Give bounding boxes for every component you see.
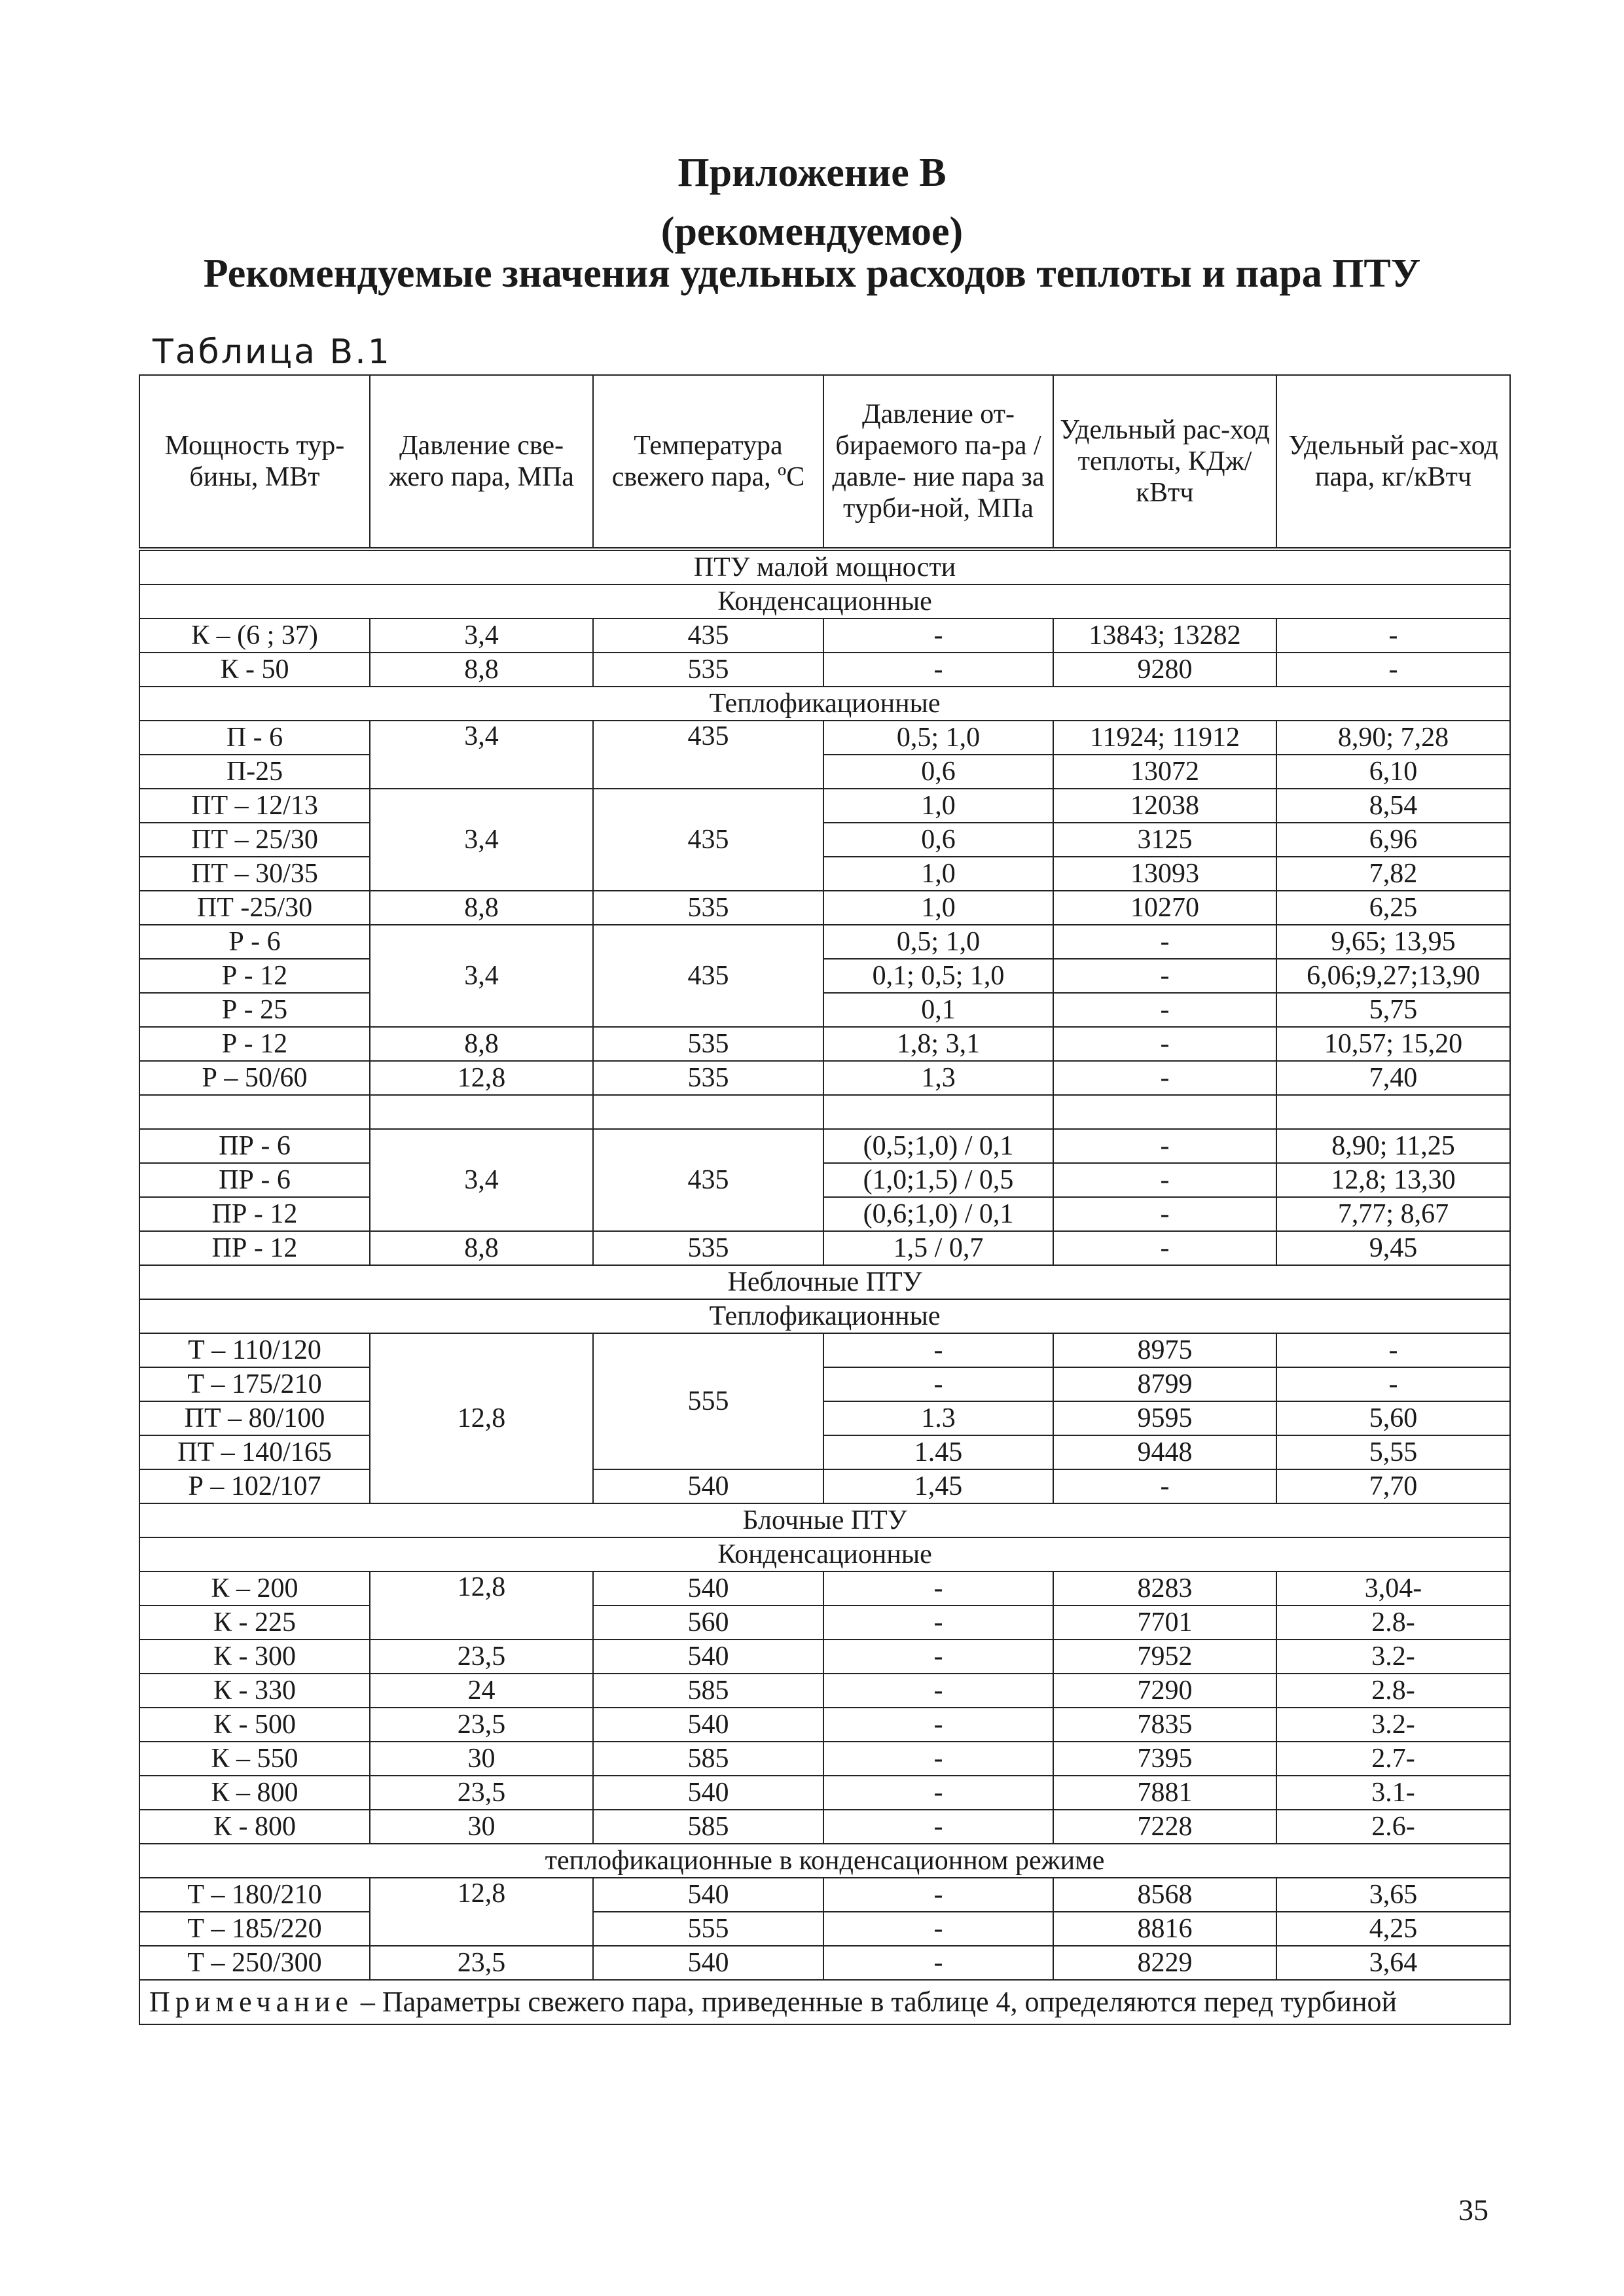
table-cell: 10270 bbox=[1053, 891, 1276, 925]
table-row bbox=[139, 1640, 1510, 1674]
table-cell: - bbox=[1276, 619, 1510, 653]
table-cell: 12,8; 13,30 bbox=[1276, 1163, 1510, 1197]
table-cell: - bbox=[1053, 993, 1276, 1027]
table-header-row bbox=[139, 375, 1510, 549]
table-cell: 0,1 bbox=[823, 993, 1053, 1027]
table-cell: ПТ – 25/30 bbox=[139, 823, 370, 857]
header-cell: Давление от-бираемого па-ра / давле- ние пара за турби-ной, МПа bbox=[823, 375, 1053, 549]
appendix-title: Приложение В bbox=[677, 151, 947, 195]
header-cell: Температура свежего пара, ºС bbox=[593, 375, 823, 549]
table-row bbox=[139, 1435, 1510, 1469]
section-title: Теплофикационные bbox=[139, 687, 1510, 721]
table-cell: 540 bbox=[593, 1776, 823, 1810]
table-cell: Р - 25 bbox=[139, 993, 370, 1027]
table-cell: 435 bbox=[593, 789, 823, 891]
section-title: Блочные ПТУ bbox=[139, 1503, 1510, 1537]
table-cell: 5,60 bbox=[1276, 1401, 1510, 1435]
table-cell: 1,0 bbox=[823, 857, 1053, 891]
note-text: – Параметры свежего пара, приведенные в таблице 4, определяются перед турбиной bbox=[353, 1986, 1398, 2018]
table-row bbox=[139, 1061, 1510, 1095]
table-note bbox=[139, 1980, 1510, 2024]
table-cell: 6,10 bbox=[1276, 755, 1510, 789]
table-cell: 2.6- bbox=[1276, 1810, 1510, 1844]
section-row bbox=[139, 1503, 1510, 1537]
table-cell: 3,65 bbox=[1276, 1878, 1510, 1912]
table-cell: ПТ – 80/100 bbox=[139, 1401, 370, 1435]
table-cell: Т – 110/120 bbox=[139, 1333, 370, 1367]
table-cell: 7,82 bbox=[1276, 857, 1510, 891]
table-cell: К – (6 ; 37) bbox=[139, 619, 370, 653]
table-cell: - bbox=[823, 1333, 1053, 1367]
page-number: 35 bbox=[1458, 2193, 1489, 2227]
table-row bbox=[139, 1401, 1510, 1435]
table-cell: - bbox=[823, 1912, 1053, 1946]
table-cell: 9448 bbox=[1053, 1435, 1276, 1469]
section-row bbox=[139, 687, 1510, 721]
table-cell: - bbox=[823, 1640, 1053, 1674]
table-row bbox=[139, 1674, 1510, 1708]
table-cell: (0,6;1,0) / 0,1 bbox=[823, 1197, 1053, 1231]
table-cell: Р - 6 bbox=[139, 925, 370, 959]
table-row bbox=[139, 857, 1510, 891]
table-cell: 3,4 bbox=[370, 789, 593, 891]
table-row bbox=[139, 1129, 1510, 1163]
table-cell: 8,8 bbox=[370, 1231, 593, 1265]
table-cell: 7,70 bbox=[1276, 1469, 1510, 1503]
table-cell: 9,65; 13,95 bbox=[1276, 925, 1510, 959]
section-row bbox=[139, 1299, 1510, 1333]
table-cell: 9280 bbox=[1053, 653, 1276, 687]
table-cell: 12038 bbox=[1053, 789, 1276, 823]
table-cell: 9595 bbox=[1053, 1401, 1276, 1435]
table-cell: П-25 bbox=[139, 755, 370, 789]
table-cell: 9,45 bbox=[1276, 1231, 1510, 1265]
table-cell: ПР - 6 bbox=[139, 1163, 370, 1197]
table-row bbox=[139, 789, 1510, 823]
table-cell: 13843; 13282 bbox=[1053, 619, 1276, 653]
table-cell: 535 bbox=[593, 891, 823, 925]
table-cell: 7952 bbox=[1053, 1640, 1276, 1674]
table-cell: 8,90; 7,28 bbox=[1276, 721, 1510, 755]
empty-cell bbox=[139, 1095, 370, 1129]
table-cell: 1,5 / 0,7 bbox=[823, 1231, 1053, 1265]
section-row bbox=[139, 1265, 1510, 1299]
table-cell: К - 225 bbox=[139, 1605, 370, 1640]
table-cell: 1,8; 3,1 bbox=[823, 1027, 1053, 1061]
table-cell: 0,1; 0,5; 1,0 bbox=[823, 959, 1053, 993]
table-row bbox=[139, 1605, 1510, 1640]
table-row bbox=[139, 1027, 1510, 1061]
table-cell: 1,0 bbox=[823, 891, 1053, 925]
table-row bbox=[139, 993, 1510, 1027]
table-row bbox=[139, 1333, 1510, 1367]
table-cell: - bbox=[1276, 1333, 1510, 1367]
section-row bbox=[139, 549, 1510, 584]
table-cell: - bbox=[1053, 1163, 1276, 1197]
table-cell: 5,75 bbox=[1276, 993, 1510, 1027]
table-cell: Т – 250/300 bbox=[139, 1946, 370, 1980]
table-cell: 23,5 bbox=[370, 1776, 593, 1810]
table-cell: 3,04- bbox=[1276, 1571, 1510, 1605]
table-cell: 8,8 bbox=[370, 653, 593, 687]
table-cell: 7395 bbox=[1053, 1742, 1276, 1776]
table-row bbox=[139, 619, 1510, 653]
table-cell: - bbox=[1053, 1027, 1276, 1061]
table-cell: 8,8 bbox=[370, 891, 593, 925]
table-cell: - bbox=[1276, 1367, 1510, 1401]
table-cell: 540 bbox=[593, 1469, 823, 1503]
table-cell: 535 bbox=[593, 653, 823, 687]
table-cell: - bbox=[823, 1605, 1053, 1640]
table-row bbox=[139, 1946, 1510, 1980]
table-cell: 7228 bbox=[1053, 1810, 1276, 1844]
table-row bbox=[139, 1231, 1510, 1265]
table-cell: К - 300 bbox=[139, 1640, 370, 1674]
table-cell: К - 50 bbox=[139, 653, 370, 687]
table-cell: К - 330 bbox=[139, 1674, 370, 1708]
table-cell: К - 500 bbox=[139, 1708, 370, 1742]
section-row bbox=[139, 584, 1510, 619]
table-row bbox=[139, 1197, 1510, 1231]
table-cell: 8229 bbox=[1053, 1946, 1276, 1980]
table-cell: 10,57; 15,20 bbox=[1276, 1027, 1510, 1061]
table-cell: 12,8 bbox=[370, 1061, 593, 1095]
table-row bbox=[139, 653, 1510, 687]
table-cell: - bbox=[1053, 1129, 1276, 1163]
table-cell: Т – 175/210 bbox=[139, 1367, 370, 1401]
table-row bbox=[139, 1163, 1510, 1197]
table-cell: 8799 bbox=[1053, 1367, 1276, 1401]
table-cell: 435 bbox=[593, 619, 823, 653]
table-cell: 8,54 bbox=[1276, 789, 1510, 823]
table-row bbox=[139, 721, 1510, 755]
empty-cell bbox=[823, 1095, 1053, 1129]
turbine-data-table bbox=[139, 374, 1511, 2025]
table-cell: ПТ – 30/35 bbox=[139, 857, 370, 891]
section-title: Конденсационные bbox=[139, 584, 1510, 619]
table-cell: 30 bbox=[370, 1742, 593, 1776]
table-cell: 3.1- bbox=[1276, 1776, 1510, 1810]
table-cell: 1,45 bbox=[823, 1469, 1053, 1503]
header-cell: Мощность тур-бины, МВт bbox=[139, 375, 370, 549]
table-cell: 585 bbox=[593, 1674, 823, 1708]
table-cell: - bbox=[823, 619, 1053, 653]
table-cell: 435 bbox=[593, 1129, 823, 1231]
table-cell: 8,90; 11,25 bbox=[1276, 1129, 1510, 1163]
table-cell: 8,8 bbox=[370, 1027, 593, 1061]
header-cell: Удельный рас-ход пара, кг/кВтч bbox=[1276, 375, 1510, 549]
section-title: Неблочные ПТУ bbox=[139, 1265, 1510, 1299]
table-row bbox=[139, 1776, 1510, 1810]
section-title: ПТУ малой мощности bbox=[139, 549, 1510, 584]
table-cell: 3,4 bbox=[370, 1129, 593, 1231]
table-cell: - bbox=[1053, 1469, 1276, 1503]
table-cell: 13093 bbox=[1053, 857, 1276, 891]
table-cell: К – 800 bbox=[139, 1776, 370, 1810]
table-cell: 2.8- bbox=[1276, 1674, 1510, 1708]
table-row bbox=[139, 959, 1510, 993]
table-cell: - bbox=[1276, 653, 1510, 687]
table-cell: 4,25 bbox=[1276, 1912, 1510, 1946]
table-cell: 0,5; 1,0 bbox=[823, 721, 1053, 755]
section-row bbox=[139, 1844, 1510, 1878]
table-cell: 8283 bbox=[1053, 1571, 1276, 1605]
table-cell: 2.8- bbox=[1276, 1605, 1510, 1640]
table-cell: 555 bbox=[593, 1912, 823, 1946]
table-cell: 23,5 bbox=[370, 1708, 593, 1742]
table-cell: - bbox=[823, 653, 1053, 687]
table-cell: 8568 bbox=[1053, 1878, 1276, 1912]
table-row bbox=[139, 1367, 1510, 1401]
table-cell: - bbox=[823, 1367, 1053, 1401]
table-row bbox=[139, 1571, 1510, 1605]
table-row bbox=[139, 755, 1510, 789]
table-cell: 6,96 bbox=[1276, 823, 1510, 857]
empty-row bbox=[139, 1095, 1510, 1129]
table-cell: 0,5; 1,0 bbox=[823, 925, 1053, 959]
table-cell: 7701 bbox=[1053, 1605, 1276, 1640]
section-title: Теплофикационные bbox=[139, 1299, 1510, 1333]
table-cell: - bbox=[1053, 925, 1276, 959]
table-cell: 585 bbox=[593, 1810, 823, 1844]
table-cell: 23,5 bbox=[370, 1640, 593, 1674]
table-cell: 3,64 bbox=[1276, 1946, 1510, 1980]
table-cell: - bbox=[823, 1810, 1053, 1844]
table-cell: (1,0;1,5) / 0,5 bbox=[823, 1163, 1053, 1197]
table-cell: 3,4 bbox=[370, 925, 593, 1027]
table-cell: Р – 50/60 bbox=[139, 1061, 370, 1095]
table-cell: 535 bbox=[593, 1231, 823, 1265]
table-cell: 540 bbox=[593, 1708, 823, 1742]
table-cell: 3.2- bbox=[1276, 1640, 1510, 1674]
table-cell: - bbox=[823, 1946, 1053, 1980]
table-cell: 30 bbox=[370, 1810, 593, 1844]
table-cell: ПТ – 140/165 bbox=[139, 1435, 370, 1469]
table-row bbox=[139, 1878, 1510, 1912]
table-cell: 1.3 bbox=[823, 1401, 1053, 1435]
table-cell: - bbox=[1053, 1061, 1276, 1095]
table-cell: 2.7- bbox=[1276, 1742, 1510, 1776]
table-cell: 540 bbox=[593, 1878, 823, 1912]
table-cell: ПР - 12 bbox=[139, 1197, 370, 1231]
table-cell: П - 6 bbox=[139, 721, 370, 755]
table-cell: 3,4 bbox=[370, 721, 593, 789]
table-cell: 3.2- bbox=[1276, 1708, 1510, 1742]
table-cell: 0,6 bbox=[823, 823, 1053, 857]
note-label: Примечание bbox=[149, 1986, 353, 2018]
empty-cell bbox=[370, 1095, 593, 1129]
appendix-heading: Рекомендуемые значения удельных расходов теплоты и пара ПТУ bbox=[203, 251, 1421, 296]
table-cell: ПТ -25/30 bbox=[139, 891, 370, 925]
table-cell: - bbox=[823, 1708, 1053, 1742]
table-cell: 8816 bbox=[1053, 1912, 1276, 1946]
table-row bbox=[139, 823, 1510, 857]
table-cell: - bbox=[823, 1742, 1053, 1776]
table-cell: 535 bbox=[593, 1027, 823, 1061]
appendix-subtitle: (рекомендуемое) bbox=[660, 209, 964, 254]
section-row bbox=[139, 1537, 1510, 1571]
table-cell: - bbox=[1053, 1197, 1276, 1231]
table-cell: - bbox=[823, 1776, 1053, 1810]
table-cell: 585 bbox=[593, 1742, 823, 1776]
table-cell: ПР - 6 bbox=[139, 1129, 370, 1163]
table-cell: К – 200 bbox=[139, 1571, 370, 1605]
section-title: теплофикационные в конденсационном режиме bbox=[139, 1844, 1510, 1878]
table-cell: - bbox=[823, 1878, 1053, 1912]
table-cell: 555 bbox=[593, 1333, 823, 1469]
table-cell: 7290 bbox=[1053, 1674, 1276, 1708]
table-cell: 1.45 bbox=[823, 1435, 1053, 1469]
table-cell: ПР - 12 bbox=[139, 1231, 370, 1265]
table-cell: 6,06;9,27;13,90 bbox=[1276, 959, 1510, 993]
empty-cell bbox=[1053, 1095, 1276, 1129]
table-cell: 1,0 bbox=[823, 789, 1053, 823]
table-cell: 6,25 bbox=[1276, 891, 1510, 925]
section-title: Конденсационные bbox=[139, 1537, 1510, 1571]
table-cell: 8975 bbox=[1053, 1333, 1276, 1367]
table-row bbox=[139, 1810, 1510, 1844]
header-cell: Удельный рас-ход теплоты, КДж/кВтч bbox=[1053, 375, 1276, 549]
table-cell: - bbox=[1053, 959, 1276, 993]
table-cell: 11924; 11912 bbox=[1053, 721, 1276, 755]
table-row bbox=[139, 1708, 1510, 1742]
table-cell: 7881 bbox=[1053, 1776, 1276, 1810]
table-cell: Р - 12 bbox=[139, 1027, 370, 1061]
table-cell: 7,40 bbox=[1276, 1061, 1510, 1095]
table-row bbox=[139, 925, 1510, 959]
table-cell: Т – 180/210 bbox=[139, 1878, 370, 1912]
table-row bbox=[139, 1742, 1510, 1776]
table-cell: 535 bbox=[593, 1061, 823, 1095]
table-cell: Р - 12 bbox=[139, 959, 370, 993]
table-cell: 7835 bbox=[1053, 1708, 1276, 1742]
table-cell: 12,8 bbox=[370, 1333, 593, 1503]
empty-cell bbox=[1276, 1095, 1510, 1129]
table-row bbox=[139, 1912, 1510, 1946]
table-cell: 23,5 bbox=[370, 1946, 593, 1980]
table-cell: 540 bbox=[593, 1946, 823, 1980]
table-row bbox=[139, 1469, 1510, 1503]
table-cell: 12,8 bbox=[370, 1878, 593, 1946]
note-row bbox=[139, 1980, 1510, 2024]
table-cell: 3,4 bbox=[370, 619, 593, 653]
table-cell: - bbox=[823, 1674, 1053, 1708]
table-caption: Таблица В.1 bbox=[153, 332, 391, 372]
header-cell: Давление све-жего пара, МПа bbox=[370, 375, 593, 549]
table-cell: Р – 102/107 bbox=[139, 1469, 370, 1503]
table-cell: 1,3 bbox=[823, 1061, 1053, 1095]
table-cell: К – 550 bbox=[139, 1742, 370, 1776]
table-cell: 24 bbox=[370, 1674, 593, 1708]
table-cell: ПТ – 12/13 bbox=[139, 789, 370, 823]
table-row bbox=[139, 891, 1510, 925]
empty-cell bbox=[593, 1095, 823, 1129]
table-cell: 7,77; 8,67 bbox=[1276, 1197, 1510, 1231]
table-cell: 435 bbox=[593, 721, 823, 789]
table-cell: 560 bbox=[593, 1605, 823, 1640]
table-cell: 12,8 bbox=[370, 1571, 593, 1640]
table-cell: Т – 185/220 bbox=[139, 1912, 370, 1946]
table-cell: (0,5;1,0) / 0,1 bbox=[823, 1129, 1053, 1163]
table-cell: - bbox=[823, 1571, 1053, 1605]
table-cell: 540 bbox=[593, 1571, 823, 1605]
table-cell: 3125 bbox=[1053, 823, 1276, 857]
table-cell: - bbox=[1053, 1231, 1276, 1265]
table-cell: К - 800 bbox=[139, 1810, 370, 1844]
table-cell: 0,6 bbox=[823, 755, 1053, 789]
table-cell: 435 bbox=[593, 925, 823, 1027]
table-cell: 5,55 bbox=[1276, 1435, 1510, 1469]
table-cell: 13072 bbox=[1053, 755, 1276, 789]
table-cell: 540 bbox=[593, 1640, 823, 1674]
